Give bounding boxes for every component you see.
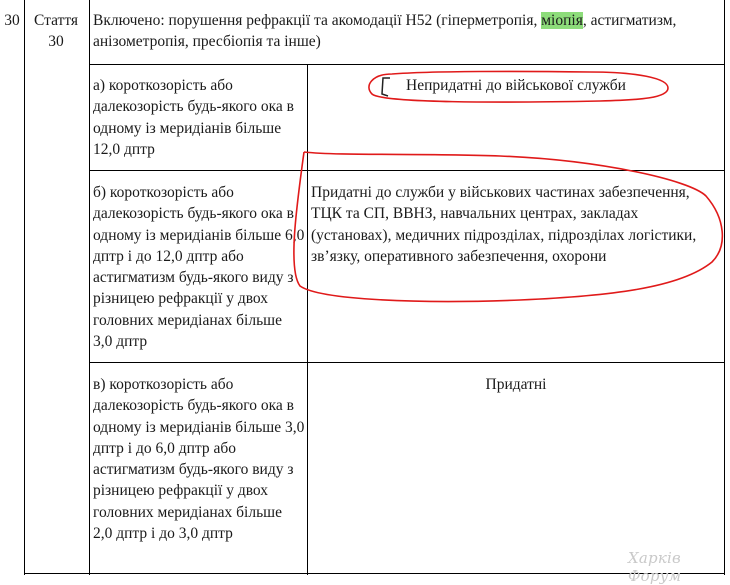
verdict-a: Непридатні до військової служби [406, 77, 626, 94]
table-divider-article [89, 0, 90, 575]
verdict-c: Придатні [485, 376, 547, 393]
table-border-right [724, 0, 725, 575]
condition-b: б) короткозорість або далекозорість будь-якого ока в одному із меридіанів більше 6,0 дптр і до 12,0 дптр або астигматизм будь-якого виду з різницею рефракції у двох головних меридіанах більше 3,0 дптр [93, 184, 305, 351]
watermark: Харків Форум [628, 549, 682, 585]
table-rule-a [89, 170, 725, 171]
article-scope-text [93, 10, 721, 53]
article-title: Стаття 30 [33, 12, 79, 51]
table-border-left [24, 0, 25, 575]
article-number: 30 [4, 12, 20, 29]
table-divider-verdict [307, 64, 308, 575]
condition-a: а) короткозорість або далекозорість будь-якого ока в одному із меридіанів більше 12,0 дптр [93, 77, 294, 158]
verdict-b: Придатні до служби у військових частинах забезпечення, ТЦК та СП, ВВНЗ, навчальних центрах, закладах (установах), медичних підрозділах, підрозділах логістики, зв’язку, оперативного забезпечення, охорони [311, 184, 697, 265]
highlighted-term: міопія [541, 12, 583, 29]
table-rule-bottom [24, 573, 725, 574]
table-rule-header [89, 64, 725, 65]
scope-text-suffix: , астигматизм, анізометропія, пресбіопія та інше) [93, 12, 677, 51]
table-rule-b [89, 362, 725, 363]
scope-text-prefix: Включено: порушення рефракції та акомодації Н52 (гіперметропія, [93, 12, 542, 29]
condition-c: в) короткозорість або далекозорість будь-якого ока в одному із меридіанів більше 3,0 дптр і до 6,0 дптр або астигматизм будь-якого виду з різницею рефракції у двох головних меридіанах більше 2,0 дптр і до 3,0 дптр [93, 376, 305, 543]
